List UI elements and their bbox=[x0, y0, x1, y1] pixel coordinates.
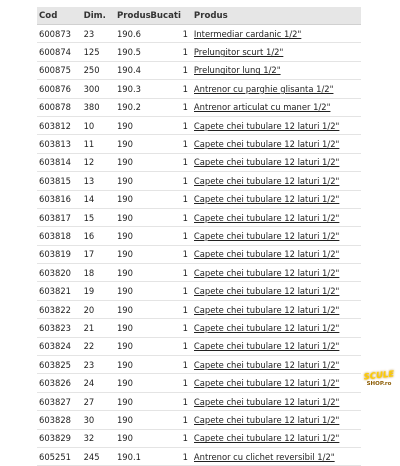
cell-produs: 190 bbox=[117, 245, 150, 263]
cell-produs-name bbox=[194, 190, 361, 208]
cell-bucati: 1 bbox=[150, 356, 194, 374]
cell-cod: 603822 bbox=[37, 300, 84, 318]
cell-produs: 190.1 bbox=[117, 447, 150, 465]
cell-produs-name bbox=[194, 25, 361, 43]
cell-cod: 603812 bbox=[37, 116, 84, 134]
cell-cod: 603819 bbox=[37, 245, 84, 263]
product-link[interactable]: Capete chei tubulare 12 laturi 1/2" bbox=[193, 139, 340, 150]
cell-dim: 27 bbox=[84, 392, 117, 410]
cell-bucati: 1 bbox=[150, 245, 194, 263]
header-produs-name[interactable]: Produs bbox=[194, 7, 361, 25]
cell-produs: 190 bbox=[117, 172, 150, 190]
cell-bucati: 1 bbox=[150, 337, 194, 355]
cell-produs: 190 bbox=[117, 227, 150, 245]
cell-dim: 12 bbox=[84, 153, 117, 171]
cell-produs: 190.3 bbox=[117, 80, 150, 98]
cell-produs: 190 bbox=[117, 300, 150, 318]
table-row bbox=[37, 337, 361, 355]
cell-produs-name bbox=[194, 319, 361, 337]
cell-dim: 18 bbox=[84, 264, 117, 282]
cell-bucati: 1 bbox=[150, 153, 194, 171]
cell-bucati: 1 bbox=[150, 429, 194, 447]
cell-produs-name bbox=[194, 264, 361, 282]
cell-produs: 190 bbox=[117, 374, 150, 392]
cell-produs: 190 bbox=[117, 116, 150, 134]
product-link[interactable]: Capete chei tubulare 12 laturi 1/2" bbox=[193, 359, 340, 370]
cell-cod: 603825 bbox=[37, 356, 84, 374]
cell-produs: 190 bbox=[117, 135, 150, 153]
table-row bbox=[37, 208, 361, 226]
product-link[interactable]: Capete chei tubulare 12 laturi 1/2" bbox=[193, 414, 340, 425]
cell-produs-name bbox=[194, 227, 361, 245]
cell-dim: 15 bbox=[84, 208, 117, 226]
table-row bbox=[37, 116, 361, 134]
cell-dim: 245 bbox=[84, 447, 117, 465]
cell-produs-name bbox=[194, 208, 361, 226]
product-link[interactable]: Antrenor articulat cu maner 1/2" bbox=[193, 102, 331, 113]
product-link[interactable]: Capete chei tubulare 12 laturi 1/2" bbox=[193, 322, 340, 333]
logo-line1: SCULE bbox=[363, 369, 395, 383]
product-link[interactable]: Capete chei tubulare 12 laturi 1/2" bbox=[193, 304, 340, 315]
cell-produs: 190 bbox=[117, 392, 150, 410]
table-row bbox=[37, 190, 361, 208]
table-row bbox=[37, 80, 361, 98]
cell-produs-name bbox=[194, 337, 361, 355]
cell-cod: 603828 bbox=[37, 411, 84, 429]
table-row bbox=[37, 282, 361, 300]
cell-produs: 190 bbox=[117, 411, 150, 429]
product-link[interactable]: Capete chei tubulare 12 laturi 1/2" bbox=[193, 267, 340, 278]
cell-cod: 600878 bbox=[37, 98, 84, 116]
cell-dim: 21 bbox=[84, 319, 117, 337]
product-link[interactable]: Capete chei tubulare 12 laturi 1/2" bbox=[193, 433, 340, 444]
cell-produs: 190 bbox=[117, 264, 150, 282]
cell-produs: 190 bbox=[117, 337, 150, 355]
table-row bbox=[37, 264, 361, 282]
product-link[interactable]: Capete chei tubulare 12 laturi 1/2" bbox=[193, 175, 340, 186]
product-link[interactable]: Antrenor cu parghie glisanta 1/2" bbox=[193, 83, 334, 94]
cell-produs: 190 bbox=[117, 356, 150, 374]
cell-cod: 600874 bbox=[37, 43, 84, 61]
cell-bucati: 1 bbox=[150, 411, 194, 429]
cell-bucati: 1 bbox=[150, 374, 194, 392]
table-row bbox=[37, 319, 361, 337]
product-link[interactable]: Capete chei tubulare 12 laturi 1/2" bbox=[193, 230, 340, 241]
product-link[interactable]: Capete chei tubulare 12 laturi 1/2" bbox=[193, 212, 340, 223]
product-link[interactable]: Capete chei tubulare 12 laturi 1/2" bbox=[193, 157, 340, 168]
cell-bucati: 1 bbox=[150, 190, 194, 208]
table-row bbox=[37, 356, 361, 374]
cell-produs-name bbox=[194, 429, 361, 447]
table-row bbox=[37, 43, 361, 61]
table-row bbox=[37, 135, 361, 153]
cell-cod: 603827 bbox=[37, 392, 84, 410]
cell-bucati: 1 bbox=[150, 172, 194, 190]
cell-dim: 22 bbox=[84, 337, 117, 355]
cell-produs-name bbox=[194, 245, 361, 263]
cell-cod: 603821 bbox=[37, 282, 84, 300]
cell-dim: 14 bbox=[84, 190, 117, 208]
cell-cod: 603818 bbox=[37, 227, 84, 245]
cell-dim: 125 bbox=[84, 43, 117, 61]
cell-produs-name bbox=[194, 447, 361, 465]
table-row bbox=[37, 411, 361, 429]
cell-produs-name bbox=[194, 356, 361, 374]
cell-dim: 300 bbox=[84, 80, 117, 98]
product-link[interactable]: Antrenor cu clichet reversibil 1/2" bbox=[193, 451, 335, 462]
product-link[interactable]: Prelungitor scurt 1/2" bbox=[193, 47, 284, 58]
cell-dim: 380 bbox=[84, 98, 117, 116]
cell-dim: 23 bbox=[84, 25, 117, 43]
cell-cod: 603824 bbox=[37, 337, 84, 355]
cell-produs: 190 bbox=[117, 153, 150, 171]
cell-cod: 603826 bbox=[37, 374, 84, 392]
cell-cod: 603823 bbox=[37, 319, 84, 337]
cell-bucati: 1 bbox=[150, 392, 194, 410]
cell-bucati: 1 bbox=[150, 43, 194, 61]
product-link[interactable]: Capete chei tubulare 12 laturi 1/2" bbox=[193, 378, 340, 389]
logo-line2: SHOP.ro bbox=[366, 381, 392, 387]
cell-dim: 250 bbox=[84, 61, 117, 79]
cell-dim: 30 bbox=[84, 411, 117, 429]
cell-produs-name bbox=[194, 374, 361, 392]
cell-produs-name bbox=[194, 98, 361, 116]
table-row bbox=[37, 300, 361, 318]
cell-produs-name bbox=[194, 43, 361, 61]
cell-produs: 190.6 bbox=[117, 25, 150, 43]
cell-cod: 603813 bbox=[37, 135, 84, 153]
cell-bucati: 1 bbox=[150, 208, 194, 226]
table-row bbox=[37, 61, 361, 79]
cell-produs: 190.2 bbox=[117, 98, 150, 116]
header-dim[interactable]: Dim. bbox=[84, 7, 117, 25]
cell-bucati: 1 bbox=[150, 227, 194, 245]
table-row bbox=[37, 172, 361, 190]
table-row bbox=[37, 392, 361, 410]
cell-produs: 190 bbox=[117, 429, 150, 447]
table-header-row bbox=[37, 7, 361, 25]
cell-produs-name bbox=[194, 300, 361, 318]
table-row bbox=[37, 374, 361, 392]
product-link[interactable]: Prelungitor lung 1/2" bbox=[193, 65, 281, 76]
product-table bbox=[37, 7, 361, 466]
cell-produs-name bbox=[194, 153, 361, 171]
product-link[interactable]: Capete chei tubulare 12 laturi 1/2" bbox=[193, 396, 340, 407]
table-row bbox=[37, 98, 361, 116]
cell-bucati: 1 bbox=[150, 80, 194, 98]
cell-produs-name bbox=[194, 135, 361, 153]
cell-cod: 600873 bbox=[37, 25, 84, 43]
cell-produs: 190 bbox=[117, 282, 150, 300]
cell-bucati: 1 bbox=[150, 135, 194, 153]
cell-dim: 10 bbox=[84, 116, 117, 134]
product-link[interactable]: Capete chei tubulare 12 laturi 1/2" bbox=[193, 194, 340, 205]
product-link[interactable]: Capete chei tubulare 12 laturi 1/2" bbox=[193, 249, 340, 260]
cell-bucati: 1 bbox=[150, 447, 194, 465]
cell-bucati: 1 bbox=[150, 282, 194, 300]
cell-cod: 605251 bbox=[37, 447, 84, 465]
product-link[interactable]: Capete chei tubulare 12 laturi 1/2" bbox=[193, 120, 340, 131]
cell-cod: 603814 bbox=[37, 153, 84, 171]
cell-produs: 190.4 bbox=[117, 61, 150, 79]
cell-produs-name bbox=[194, 411, 361, 429]
cell-produs-name bbox=[194, 172, 361, 190]
cell-bucati: 1 bbox=[150, 264, 194, 282]
cell-produs-name bbox=[194, 282, 361, 300]
cell-dim: 17 bbox=[84, 245, 117, 263]
cell-bucati: 1 bbox=[150, 98, 194, 116]
cell-cod: 603820 bbox=[37, 264, 84, 282]
table-row bbox=[37, 227, 361, 245]
cell-bucati: 1 bbox=[150, 300, 194, 318]
cell-produs-name bbox=[194, 116, 361, 134]
product-link[interactable]: Capete chei tubulare 12 laturi 1/2" bbox=[193, 341, 340, 352]
cell-produs: 190.5 bbox=[117, 43, 150, 61]
table-row bbox=[37, 429, 361, 447]
cell-dim: 16 bbox=[84, 227, 117, 245]
cell-produs: 190 bbox=[117, 190, 150, 208]
table-row bbox=[37, 447, 361, 465]
cell-dim: 24 bbox=[84, 374, 117, 392]
cell-cod: 600876 bbox=[37, 80, 84, 98]
cell-dim: 32 bbox=[84, 429, 117, 447]
product-link[interactable]: Intermediar cardanic 1/2" bbox=[193, 28, 302, 39]
cell-produs-name bbox=[194, 61, 361, 79]
cell-bucati: 1 bbox=[150, 61, 194, 79]
cell-cod: 603829 bbox=[37, 429, 84, 447]
header-bucati[interactable]: Bucati bbox=[150, 7, 194, 25]
cell-cod: 603817 bbox=[37, 208, 84, 226]
table-row bbox=[37, 25, 361, 43]
cell-produs: 190 bbox=[117, 208, 150, 226]
cell-produs-name bbox=[194, 392, 361, 410]
product-link[interactable]: Capete chei tubulare 12 laturi 1/2" bbox=[193, 286, 340, 297]
header-produs[interactable]: Produs bbox=[117, 7, 150, 25]
table-row bbox=[37, 153, 361, 171]
cell-dim: 20 bbox=[84, 300, 117, 318]
cell-dim: 19 bbox=[84, 282, 117, 300]
shop-logo[interactable] bbox=[362, 368, 396, 394]
cell-bucati: 1 bbox=[150, 116, 194, 134]
table-row bbox=[37, 245, 361, 263]
cell-cod: 603815 bbox=[37, 172, 84, 190]
cell-dim: 11 bbox=[84, 135, 117, 153]
header-cod[interactable]: Cod bbox=[37, 7, 84, 25]
cell-produs: 190 bbox=[117, 319, 150, 337]
cell-bucati: 1 bbox=[150, 25, 194, 43]
cell-dim: 23 bbox=[84, 356, 117, 374]
cell-cod: 603816 bbox=[37, 190, 84, 208]
cell-produs-name bbox=[194, 80, 361, 98]
cell-cod: 600875 bbox=[37, 61, 84, 79]
cell-dim: 13 bbox=[84, 172, 117, 190]
cell-bucati: 1 bbox=[150, 319, 194, 337]
